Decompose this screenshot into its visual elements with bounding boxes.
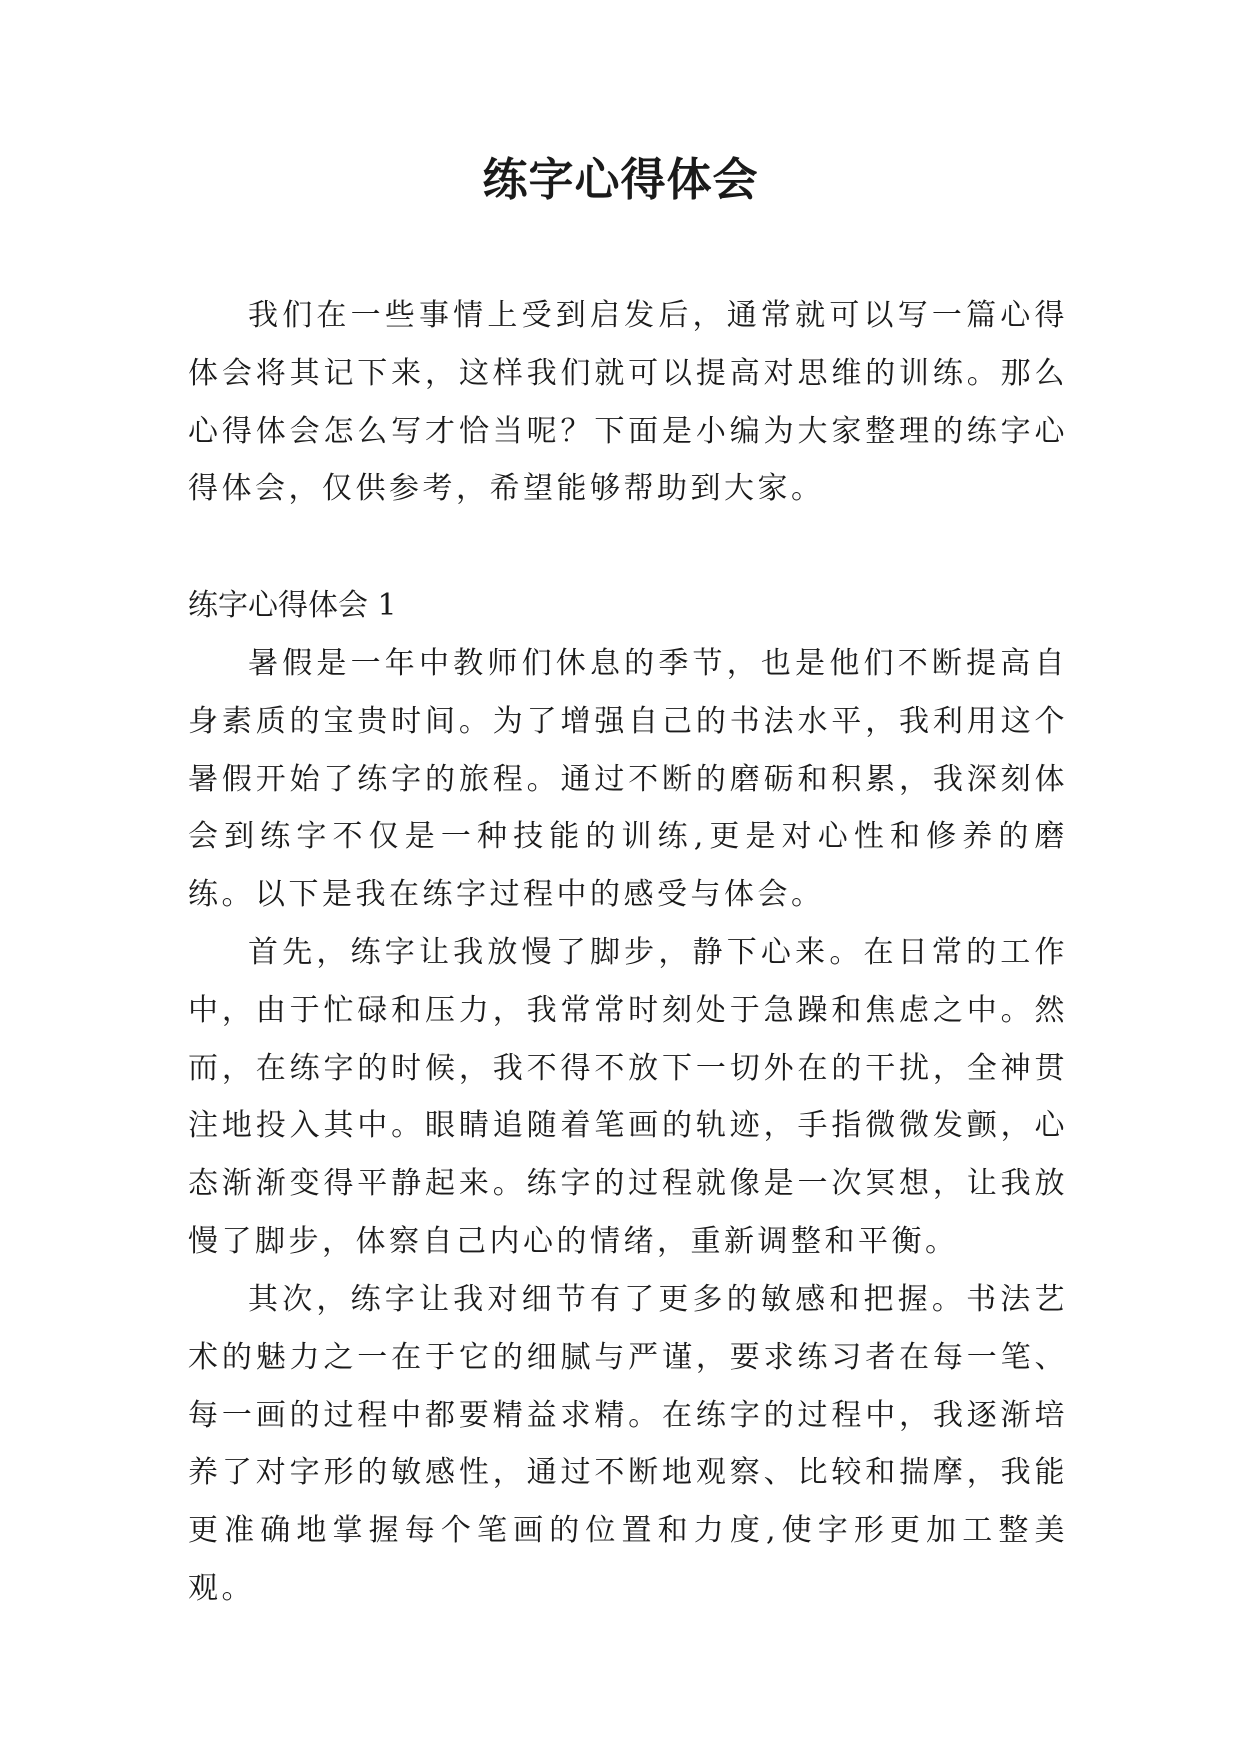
- section-heading: 练字心得体会 1: [188, 588, 397, 623]
- section-paragraph: 首先，练字让我放慢了脚步，静下心来。在日常的工作中，由于忙碌和压力，我常常时刻处于急躁和焦虑之中。然而，在练字的时候，我不得不放下一切外在的干扰，全神贯注地投入其中。眼睛追随着笔画的轨迹，手指微微发颤，心态渐渐变得平静起来。练字的过程就像是一次冥想，让我放慢了脚步，体察自己内心的情绪，重新调整和平衡。: [188, 935, 1068, 1259]
- section-paragraph: 其次，练字让我对细节有了更多的敏感和把握。书法艺术的魅力之一在于它的细腻与严谨，要求练习者在每一笔、每一画的过程中都要精益求精。在练字的过程中，我逐渐培养了对字形的敏感性，通过不断地观察、比较和揣摩，我能更准确地掌握每个笔画的位置和力度,使字形更加工整美观。: [188, 1282, 1068, 1606]
- intro-paragraph: 我们在一些事情上受到启发后，通常就可以写一篇心得体会将其记下来，这样我们就可以提高对思维的训练。那么心得体会怎么写才恰当呢？下面是小编为大家整理的练字心得体会，仅供参考，希望能够帮助到大家。: [188, 298, 1068, 507]
- document-title: 练字心得体会: [482, 153, 759, 206]
- section-paragraph: 暑假是一年中教师们休息的季节，也是他们不断提高自身素质的宝贵时间。为了增强自己的书法水平，我利用这个暑假开始了练字的旅程。通过不断的磨砺和积累，我深刻体会到练字不仅是一种技能的训练,更是对心性和修养的磨练。以下是我在练字过程中的感受与体会。: [188, 646, 1068, 913]
